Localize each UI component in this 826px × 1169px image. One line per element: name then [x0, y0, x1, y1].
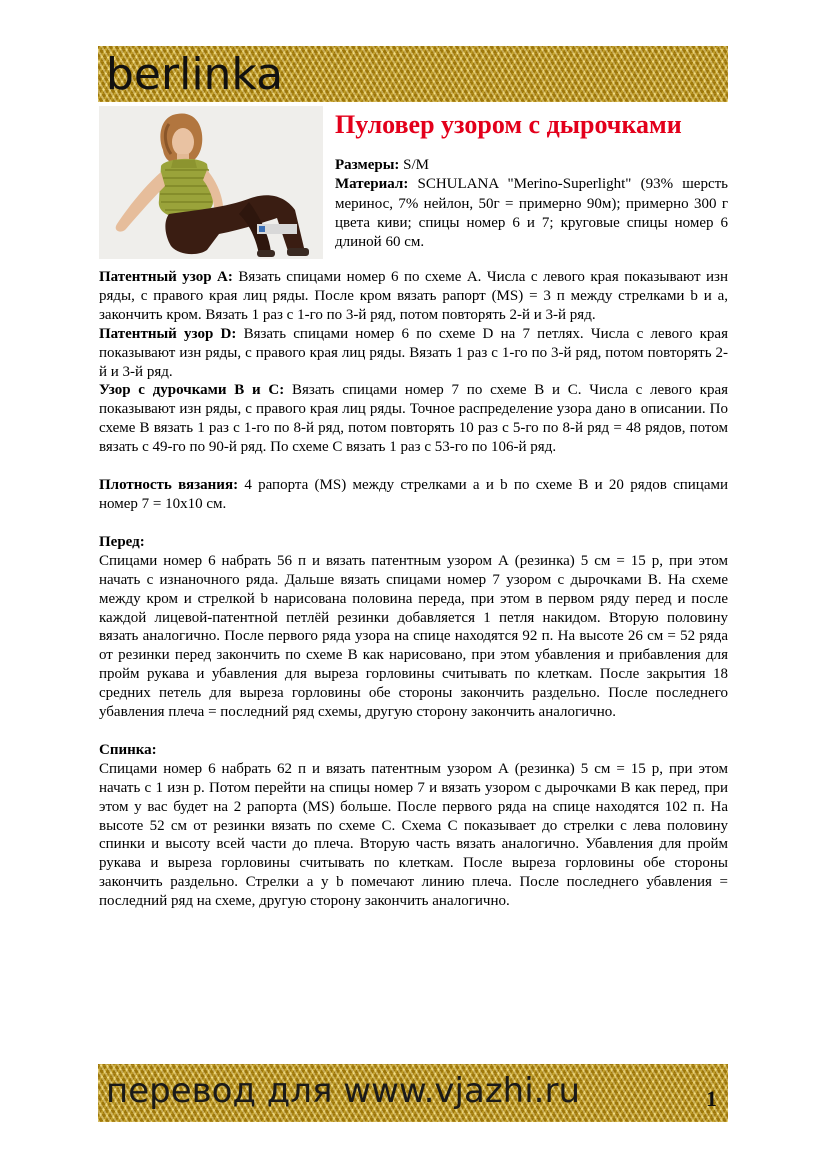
spacer	[99, 514, 728, 533]
pattern-d-label: Патентный узор D:	[99, 325, 237, 342]
spacer	[99, 457, 728, 476]
material-line	[335, 175, 728, 252]
page-number: 1	[706, 1086, 717, 1111]
front-text: Спицами номер 6 набрать 56 п и вязать патентным узором А (резинка) 5 см = 15 р, при этом начать с изнаночного ряда. Дальше вязать спицами номер 7 узором с дырочками В. На схеме между кром и стрелкой b нарисована половина переда, при этом в первом ряду перед и после каждой лицевой-патентной петлёй резинки добавляется 1 петля накидом. Вторую половину вязать аналогично. После первого ряда узора на спице находятся 92 п. На высоте 26 см = 52 ряда от резинки перед закончить по схеме В как нарисовано, при этом убавления и прибавления для пройм рукава и убавления для выреза горловины считывать по клеткам. После закрытия 18 средних петель для выреза горловины обе стороны закончить раздельно. После последнего убавления плеча = последний ряд схемы, другую сторону закончить аналогично.	[99, 552, 728, 721]
page-title: Пуловер узором с дырочками	[335, 110, 682, 139]
instructions-body	[99, 268, 728, 911]
pattern-d-text: Вязать спицами номер 6 по схеме D на 7 петлях. Числа с левого края показывают изн ряды, с правого края лиц ряды. Вязать 1 раз с 1-го по 3-й ряд, потом повторять 2-й и 3-й ряд.	[99, 325, 728, 380]
model-photo-illustration	[99, 106, 323, 259]
sizes-line	[335, 156, 728, 175]
pattern-bc-paragraph	[99, 381, 728, 457]
pattern-bc-text: Вязать спицами номер 7 по схеме В и С. Числа с левого края показывают изн ряды, с правого края лиц ряды. Точное распределение узора дано в описании. По схеме В вязать 1 раз с 1-го по 8-й ряд, потом повторять 10 раз с 5-го по 8-й ряд = 48 рядов, потом вязать с 49-го по 90-й ряд. По схеме С вязать 1 раз с 53-го по 106-й ряд.	[99, 382, 729, 456]
footer-banner	[98, 1064, 728, 1122]
back-text: Спицами номер 6 набрать 62 п и вязать патентным узором А (резинка) 5 см = 15 р, при этом начать с 1 изн р. Потом перейти на спицы номер 7 и вязать узором с дырочками В как перед, при этом у вас будет на 2 рапорта (MS) больше. После первого ряда на спице находятся 102 п. На высоте 52 см от резинки вязать по схеме С. Схема С показывает до стрелки с лева половину спинки и высоту всей части до плеча. Вторую часть вязать аналогично. Убавления для пройм рукава и выреза горловины считывать по клеткам. После выреза горловины обе стороны закончить раздельно. Стрелки a у b помечают линию плеча. После последнего убавления = последний ряд на схеме, другую сторону закончить аналогично.	[99, 760, 728, 910]
pattern-d-paragraph	[99, 325, 728, 382]
header-banner	[98, 46, 728, 102]
sizes-label: Размеры:	[335, 157, 400, 173]
sizes-value: S/M	[403, 157, 430, 173]
brand-logo: berlinka	[106, 49, 284, 100]
gauge-text: 4 рапорта (MS) между стрелками a и b по схеме В и 20 рядов спицами номер 7 = 10х10 см.	[99, 477, 728, 512]
material-value: SCHULANA "Merino-Superlight" (93% шерсть меринос, 7% нейлон, 50г = примерно 90м); примерно 300 г цвета киви; спицы номер 6 и 7; круговые спицы номер 6 длиной 60 см.	[335, 176, 728, 251]
model-photo	[99, 106, 323, 259]
spacer	[99, 722, 728, 741]
pattern-a-label: Патентный узор А:	[99, 269, 233, 285]
footer-link-text: перевод для www.vjazhi.ru	[106, 1071, 580, 1111]
gauge-label: Плотность вязания:	[99, 477, 239, 494]
material-label: Материал:	[335, 176, 409, 193]
specifications	[335, 156, 728, 252]
front-heading: Перед:	[99, 533, 145, 550]
pattern-a-paragraph	[99, 268, 728, 325]
gauge-paragraph	[99, 476, 728, 514]
back-heading: Спинка:	[99, 741, 157, 758]
pattern-a-text: Вязать спицами номер 6 по схеме А. Числа с левого края показывают изн ряды, с правого края лиц ряды. После кром вязать рапорт (MS) = 3 п между стрелками b и a, закончить кром. Вязать 1 раз с 1-го по 3-й ряд, потом повторять 2-й и 3-й ряд.	[99, 269, 729, 323]
pattern-bc-label: Узор с дурочками В и С:	[99, 382, 285, 399]
